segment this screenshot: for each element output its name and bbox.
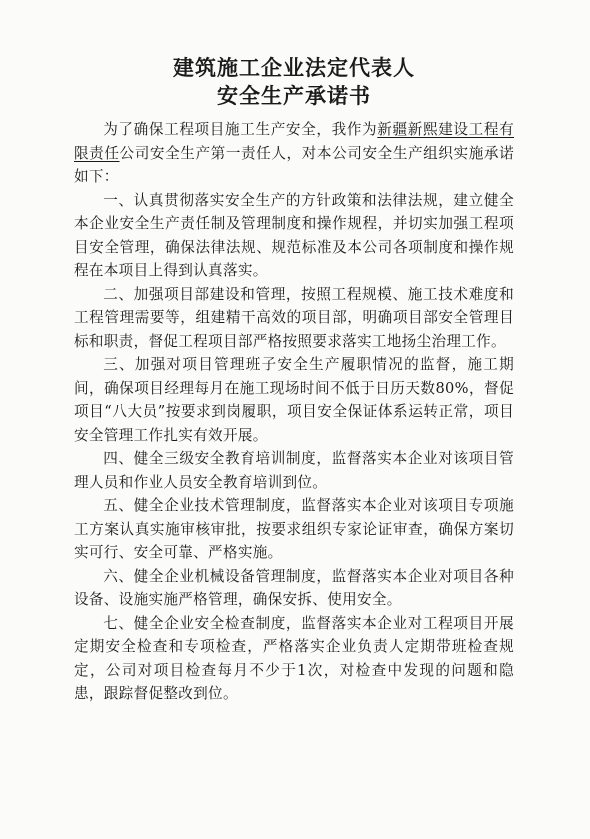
document-title-line1: 建筑施工企业法定代表人	[173, 56, 415, 80]
commitment-item-6: 六、健全企业机械设备管理制度，监督落实本企业对项目各种设备、设施实施严格管理，确保安拆、使用安全。	[74, 567, 514, 608]
intro-prefix: 为了确保工程项目施工生产安全，我作为	[103, 121, 378, 138]
commitment-item-4: 四、健全三级安全教育培训制度，监督落实本企业对该项目管理人员和作业人员安全教育培训到位。	[74, 450, 514, 491]
document-title-line2: 安全生产承诺书	[217, 84, 371, 108]
commitment-item-7: 七、健全企业安全检查制度，监督落实本企业对工程项目开展定期安全检查和专项检查，严格落实企业负责人定期带班检查规定，公司对项目检查每月不少于1次，对检查中发现的问题和隐患，跟踪督促整改到位。	[74, 614, 514, 702]
document-body	[74, 118, 514, 706]
commitment-item-2: 二、加强项目部建设和管理，按照工程规模、施工技术难度和工程管理需要等，组建精干高效的项目部，明确项目部安全管理目标和职责，督促工程项目部严格按照要求落实工地扬尘治理工作。	[74, 285, 514, 350]
commitment-item-5: 五、健全企业技术管理制度，监督落实本企业对该项目专项施工方案认真实施审核审批，按要求组织专家论证审查，确保方案切实可行、安全可靠、严格实施。	[74, 497, 514, 561]
commitment-item-1: 一、认真贯彻落实安全生产的方针政策和法律法规，建立健全本企业安全生产责任制及管理制度和操作规程，并切实加强工程项目安全管理，确保法律法规、规范标准及本公司各项制度和操作规程在本项目上得到认真落实。	[74, 191, 514, 279]
intro-suffix: 公司安全生产第一责任人，对本公司安全生产组织实施承诺如下：	[74, 144, 514, 185]
commitment-item-3: 三、加强对项目管理班子安全生产履职情况的监督，施工期间，确保项目经理每月在施工现场时间不低于日历天数80%，督促项目“八大员”按要求到岗履职，项目安全保证体系运转正常，项目安全管理工作扎实有效开展。	[74, 356, 514, 444]
company-name: 新疆新熙建设工程有限责任	[74, 121, 514, 162]
intro-paragraph	[74, 118, 514, 189]
